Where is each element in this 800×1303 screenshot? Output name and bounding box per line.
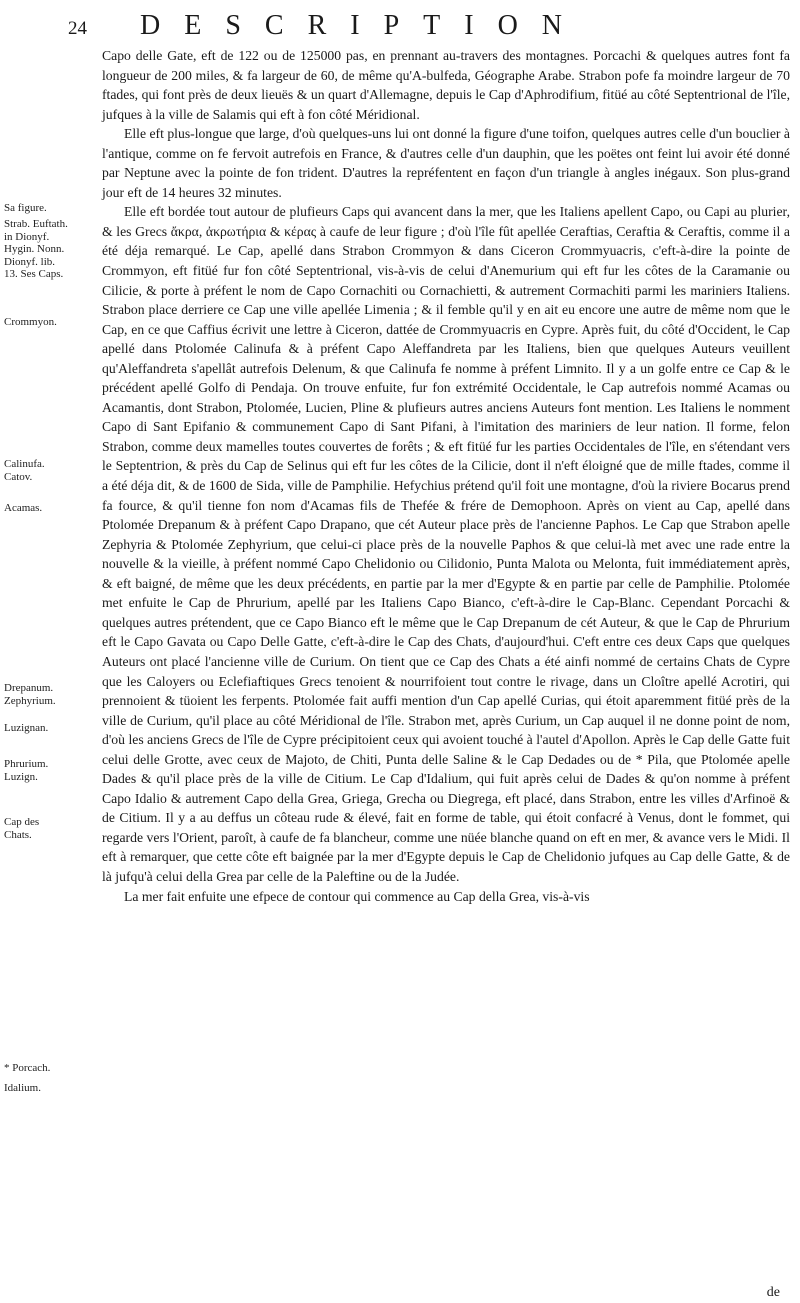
- margin-note: Luzignan.: [4, 722, 49, 734]
- paragraph: Elle eft bordée tout autour de plufieurs Caps qui avancent dans la mer, que les Italiens apellent Capo, ou Capi au plurier, & les Grecs ἄκρα, ἀκρωτήρια & κέρας à caufe de leur figure ; d'où l'île fût apellée Ceraftias, Ceraftia & Ceraftis, comme il a été déja remarqué. Le Cap, apellé dans Strabon Crommyon & dans Ciceron Crommyuacris, c'eft-à-dire la pointe de Crommyon, eft fitüé fur fon côté Septentrional, vis-à-vis de celui d'Anemurium qui eft fur les côtes de la Caramanie ou Cilicie, & porte à préfent le nom de Capo Cornachiti ou Cornachietti, & autrement Cormachiti parmi les mariniers Italiens. Strabon place derriere ce Cap une ville apellée Limenia ; & il femble qu'il y en ait eu encore une autre de même nom que le Cap, en ce que Caffius écrivit une lettre à Ciceron, dattée de Crommyuacris en Cypre. Après fuit, du côté d'Occident, le Cap apellé dans Ptolomée Calinufa & à préfent Capo Aleffandreta par les Italiens, bien que quelques Auteurs veuillent qu'Aleffandreta s'apellât autrefois Delenum, & que Calinufa fe nomme à préfent Limnito. Il y a un golfe entre ce Cap & le précédent apellé Golfo di Pendaja. On trouve enfuite, fur fon extrémité Occidentale, le Cap autrefois nommé Acamas ou Acamantis, dont Strabon, Ptolomée, Lucien, Pline & plufieurs autres anciens Auteurs font mention. Les Italiens le nomment Capo di Sant Epifanio & communement Capo di Sant Pifani, à l'imitation des mariniers de leur nation. Il forme, felon Strabon, comme deux mamelles toutes couvertes de forêts ; & eft fitüé fur les parties Occidentales de l'île, en s'étendant vers le Septentrion, & près du Cap de Selinus qui eft fur les côtes de la Cilicie, dont il n'eft éloigné que de mille ftades, comme il a été déja dit, & de 1600 de Sida, ville de Pamphilie. Hefychius prétend qu'il foit une montagne, d'où la riviere Bocarus prend fa fource, & qu'il tienne fon nom d'Acamas fils de Thefée & frére de Demophoon. Après on vient au Cap, apellé dans Ptolomée Drepanum & à préfent Capo Drapano, que cét Auteur place près de l'ancienne Paphos. Le Cap que Strabon apelle Zephyria & Ptolomée Zephyrium, que celui-ci place près de la nouvelle Paphos & que celui-là met avec une rade entre la nouvelle & la vieille, à préfent nommé Capo Chelidonio ou Cilidonio, Punta Malota ou Melonta, fuit immédiatement après, & eft baigné, de même que les deux précédents, en partie par la mer d'Egypte & en partie par celle de Pamphilie. Ptolomée met enfuite le Cap de Phrurium, apellé par les Italiens Capo Bianco, c'eft-à-dire le Cap-Blanc. Cependant Porcachi & quelques autres prétendent, que ce Capo Bianco eft le même que le Cap Drepanum de cét Auteur, & que le Cap de Phrurium eft le Capo Gavata ou Capo Delle Gatte, c'eft-à-dire le Cap des Chats, d'aujourd'hui. C'eft entre ces deux Caps que quelques Auteurs ont placé l'ancienne ville de Curium. On tient que ce Cap des Chats a été ainfi nommé de certains Chats de Cypre que les Caloyers ou Eclefiaftiques Grecs tenoient & nourrifoient tout contre le rivage, dans un Cloître apellé Acrotiri, qui prennoient & tüoient les ferpents. Ptolomée fait auffi mention d'un Cap apellé Curias, qui étoit aparemment fitüé près de la ville de Curium, qu'il place au côté Méridional de l'île. Strabon met, après Curium, un Cap auquel il ne donne point de nom, d'où les anciens Grecs de l'île de Cypre précipitoient ceux qui avoient touché à l'autel d'Apollon. Après le Cap delle Gatte fuit celui delle Grotte, avec ceux de Majoto, de Chiti, Punta delle Saline & le Cap Dedades ou de * Pila, que Ptolomée apelle Dades & qu'il place près de la ville de Citium. Le Cap d'Idalium, qui fuit après celui de Dades & qu'on nomme à préfent Capo Idalio & autrement Capo della Grea, Griega, Grecha ou Diegrega, eft placé, dans Strabon, entre les villes d'Arfinoë & de Citium. Il y a au deffus un côteau rude & élevé, fait en forme de table, qui étoit confacré à Venus, dont le fommet, qui regarde vers l'Orient, paroît, à caufe de fa blancheur, comme une nüée blanche quand on eft en mer, & avance vers le Midi. Il eft à remarquer, que cette côte eft baignée par la mer d'Egypte depuis le Cap de Chelidonio jufques au Cap delle Gatte, & de là jufqu'à celui della Grea par celle de la Paleftine ou de la Judée.: [102, 204, 790, 884]
- running-title: DESCRIPTION: [140, 10, 587, 41]
- margin-note: Drepanum. Zephyrium.: [4, 682, 56, 707]
- margin-note: * Porcach.: [4, 1062, 51, 1074]
- page-header: [0, 8, 800, 48]
- margin-note: Cap des Chats.: [4, 816, 40, 841]
- margin-note: Acamas.: [4, 502, 43, 514]
- margin-note: Sa figure.: [4, 202, 47, 214]
- body-text: [102, 46, 790, 906]
- catchword: de: [766, 1285, 780, 1300]
- page-number: 24: [68, 18, 87, 39]
- margin-note: Crommyon.: [4, 316, 57, 328]
- margin-note: Strab. Euftath. in Dionyf. Hygin. Nonn. Dionyf. lib. 13. Ses Caps.: [4, 218, 68, 280]
- paragraph: La mer fait enfuite une efpece de contour qui commence au Cap della Grea, vis-à-vis: [124, 888, 590, 904]
- margin-note: Calinufa. Catov.: [4, 458, 45, 483]
- paragraph: Elle eft plus-longue que large, d'où quelques-uns lui ont donné la figure d'une toifon, quelques autres celle d'un bouclier à l'antique, comme on fe fervoit autrefois en France, & d'autres celle d'un dauphin, que les poëtes ont feint lui avoir été donné par Neptune avec la pointe de fon trident. D'autres la repréfentent en façon d'un triangle à angles inégaux. Son plus-grand jour eft de 14 heures 32 minutes.: [102, 126, 790, 200]
- paragraph: Capo delle Gate, eft de 122 ou de 125000 pas, en prennant au-travers des montagnes. Porcachi & quelques autres font fa longueur de 200 miles, & fa largeur de 60, de même qu'A-bulfeda, Géographe Arabe. Strabon pofe fa moindre largeur de 70 ftades, qui font près de deux lieuës & un quart d'Allemagne, depuis le Cap d'Aphrodifium, fitüé au côté Septentrional de l'île, jufques à la ville de Salamis qui eft à fon côté Méridional.: [102, 48, 790, 122]
- margin-note: Phrurium. Luzign.: [4, 758, 49, 783]
- margin-note: Idalium.: [4, 1082, 41, 1094]
